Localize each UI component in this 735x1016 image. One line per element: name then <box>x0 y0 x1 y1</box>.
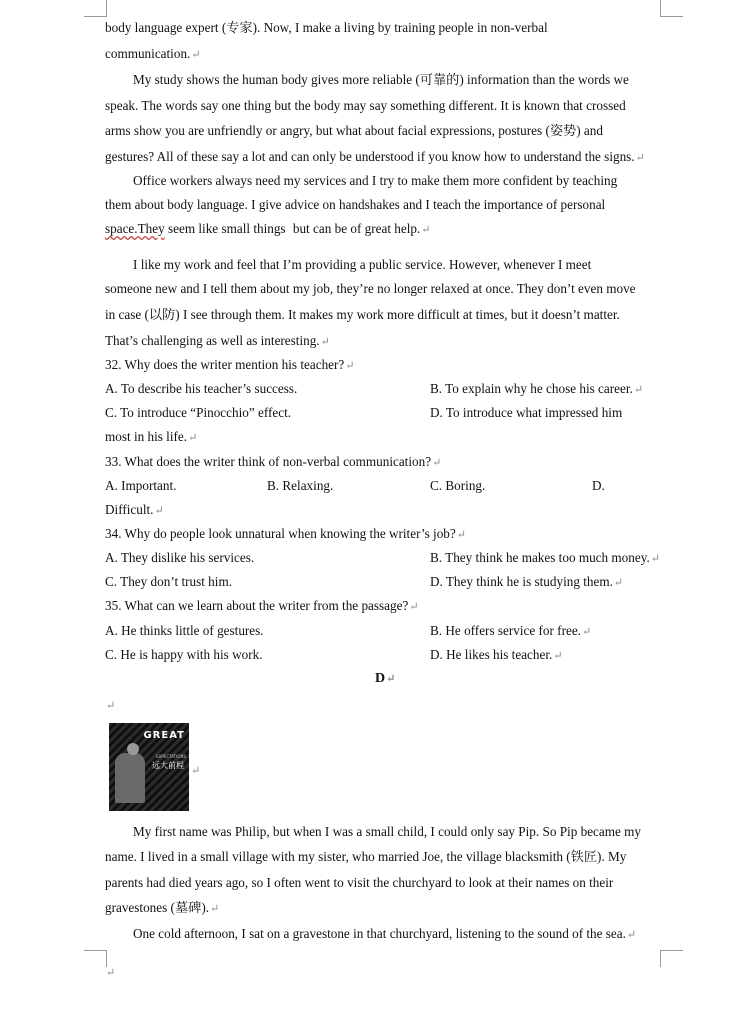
text-line: gestures? All of these say a lot and can only be understood if you know how to understand the signs.↵ <box>105 149 645 164</box>
option-d: D. He likes his teacher.↵ <box>430 647 563 662</box>
text-line: communication.↵ <box>105 46 201 61</box>
crop-mark-top-right <box>660 0 683 17</box>
text-line: space.They seem like small things but can be of great help.↵ <box>105 221 431 236</box>
option-c: C. He is happy with his work. <box>105 647 263 662</box>
question-stem: 34. Why do people look unnatural when knowing the writer’s job?↵ <box>105 526 466 541</box>
text-line: Office workers always need my services and I try to make them more confident by teaching <box>133 173 618 188</box>
cover-title-cn: 远大前程 <box>152 761 184 770</box>
text-line: gravestones (墓碑).↵ <box>105 900 220 915</box>
text-line: body language expert (专家). Now, I make a living by training people in non-verbal <box>105 20 548 35</box>
option-c: C. Boring. <box>430 478 486 493</box>
question-stem: 32. Why does the writer mention his teacher?↵ <box>105 357 355 372</box>
option-a: A. To describe his teacher’s success. <box>105 381 298 396</box>
option-d-continued: most in his life.↵ <box>105 429 198 444</box>
text-line: arms show you are unfriendly or angry, but what about facial expressions, postures (姿势) and <box>105 123 603 138</box>
option-d-continued: Difficult.↵ <box>105 502 164 517</box>
text-line: I like my work and feel that I’m providing a public service. However, whenever I meet <box>133 257 592 272</box>
cover-subtitle: EXPECTATIONS <box>156 754 186 759</box>
option-a: A. Important. <box>105 478 177 493</box>
text-line: parents had died years ago, so I often went to visit the churchyard to look at their names on their <box>105 875 614 890</box>
text-line: name. I lived in a small village with my sister, who married Joe, the village blacksmith (铁匠). My <box>105 849 627 864</box>
cover-title: GREAT <box>143 730 185 741</box>
option-b: B. He offers service for free.↵ <box>430 623 592 638</box>
text-line: My first name was Philip, but when I was a small child, I could only say Pip. So Pip became my <box>133 824 642 839</box>
option-b: B. Relaxing. <box>267 478 334 493</box>
text-line: them about body language. I give advice on handshakes and I teach the importance of personal <box>105 197 606 212</box>
text-line: One cold afternoon, I sat on a gravestone in that churchyard, listening to the sound of the sea.↵ <box>133 926 637 941</box>
text-line: My study shows the human body gives more reliable (可靠的) information than the words we <box>133 72 629 87</box>
option-b: B. They think he makes too much money.↵ <box>430 550 660 565</box>
spellcheck-flag: space.They <box>105 221 165 236</box>
option-a: A. He thinks little of gestures. <box>105 623 264 638</box>
cover-figure-head <box>127 743 139 755</box>
option-c: C. To introduce “Pinocchio” effect. <box>105 405 292 420</box>
crop-mark-bottom-right <box>660 950 683 967</box>
text-line: someone new and I tell them about my job, they’re no longer relaxed at once. They don’t even move <box>105 281 636 296</box>
option-b: B. To explain why he chose his career.↵ <box>430 381 644 396</box>
question-stem: 33. What does the writer think of non-verbal communication?↵ <box>105 454 442 469</box>
book-cover-image <box>109 723 189 811</box>
crop-mark-bottom-left <box>84 950 107 967</box>
option-d: D. To introduce what impressed him <box>430 405 623 420</box>
cover-figure <box>115 753 145 803</box>
question-stem: 35. What can we learn about the writer from the passage?↵ <box>105 598 419 613</box>
text-line: That’s challenging as well as interesting.↵ <box>105 333 330 348</box>
empty-paragraph: ↵ <box>106 967 116 979</box>
option-a: A. They dislike his services. <box>105 550 255 565</box>
image-paragraph-mark: ↵ <box>191 765 201 777</box>
option-d: D. They think he is studying them.↵ <box>430 574 624 589</box>
option-d: D. <box>592 478 605 493</box>
section-heading: D↵ <box>375 671 396 686</box>
option-c: C. They don’t trust him. <box>105 574 232 589</box>
crop-mark-top-left <box>84 0 107 17</box>
empty-paragraph: ↵ <box>106 700 116 712</box>
text-line: in case (以防) I see through them. It makes my work more difficult at times, but it doesn’t matter. <box>105 307 620 322</box>
text-line: speak. The words say one thing but the body may say something different. It is known that crossed <box>105 98 626 113</box>
